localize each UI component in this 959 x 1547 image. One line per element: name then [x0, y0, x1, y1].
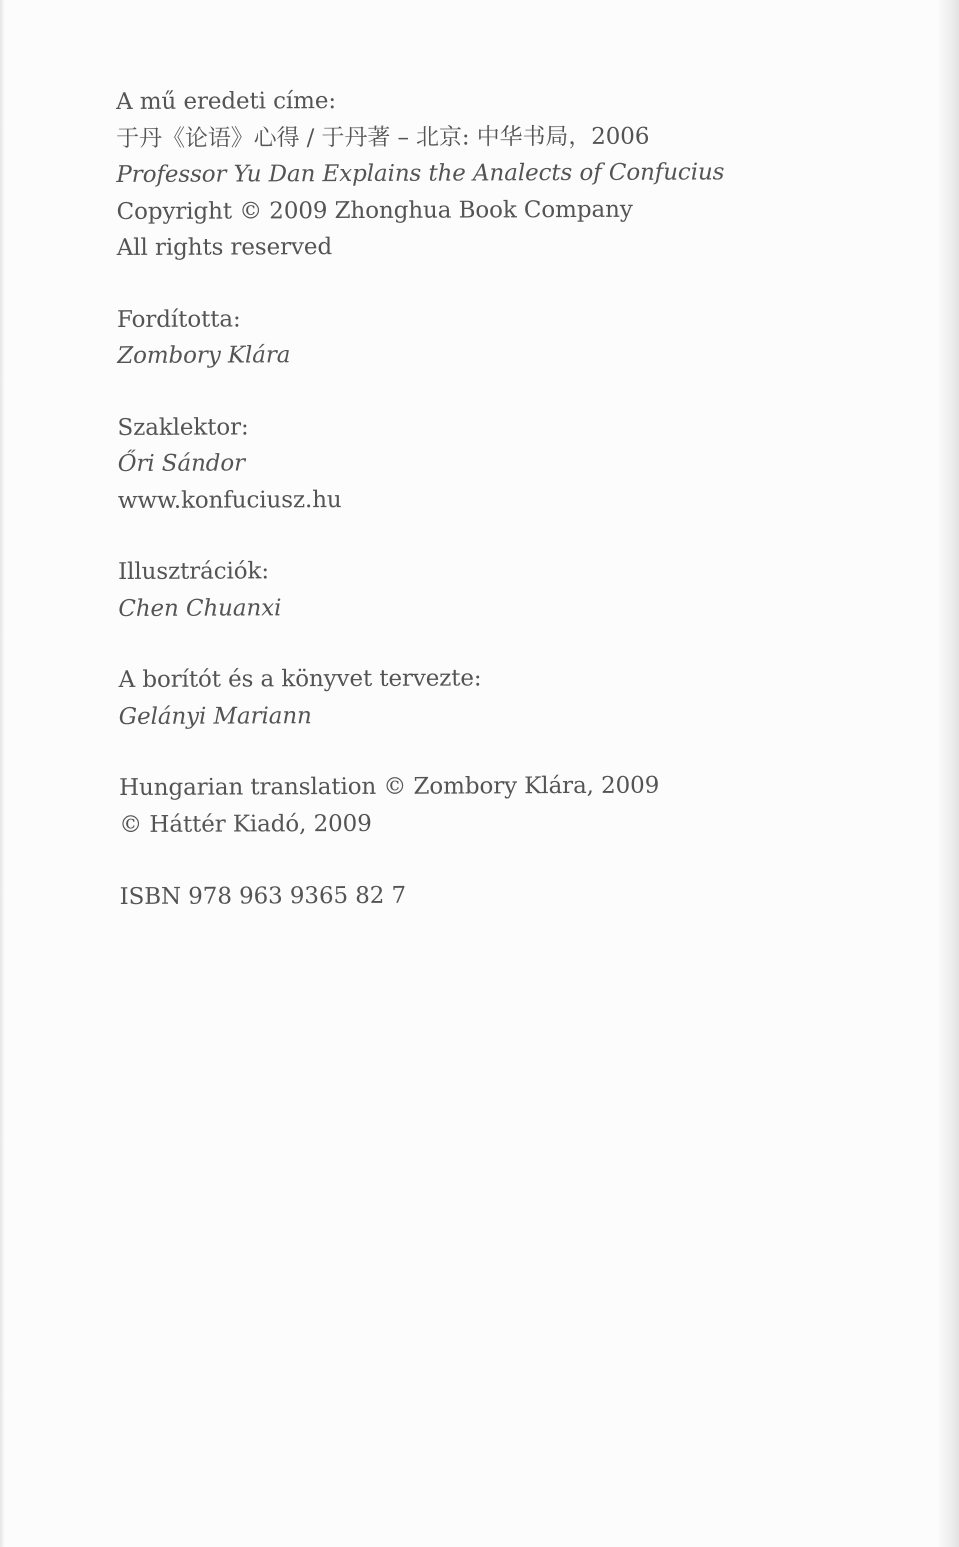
publisher-copyright: © Háttér Kiadó, 2009 — [119, 810, 372, 838]
original-title-label: A mű eredeti címe: — [116, 88, 337, 115]
original-copyright: Copyright © 2009 Zhonghua Book Company — [116, 196, 633, 225]
illustrations-section — [118, 551, 838, 627]
spacer — [119, 732, 839, 770]
illustrations-label: Illusztrációk: — [118, 558, 270, 585]
design-label: A borítót és a könyvet tervezte: — [118, 665, 482, 693]
copyrights-section — [119, 767, 839, 843]
page-right-edge-shadow — [937, 0, 959, 1547]
translation-copyright: Hungarian translation © Zombory Klára, 2009 — [119, 772, 660, 801]
editor-section — [117, 406, 837, 519]
chinese-citation: 于丹《论语》心得 / 于丹著 – 北京: 中华书局，2006 — [116, 123, 650, 152]
isbn: ISBN 978 963 9365 82 7 — [119, 882, 407, 910]
design-section — [119, 659, 839, 735]
designer-name: Gelányi Mariann — [118, 702, 312, 730]
spacer — [117, 263, 837, 301]
editor-name: Őri Sándor — [117, 450, 246, 477]
spacer — [118, 624, 838, 662]
spacer — [119, 840, 839, 879]
spacer — [118, 516, 838, 554]
editor-label: Szaklektor: — [117, 413, 249, 441]
translator-label: Fordította: — [116, 305, 241, 333]
english-title: Professor Yu Dan Explains the Analects of Confucius — [116, 159, 725, 188]
page-left-edge-shadow — [0, 0, 5, 1547]
translator-section — [117, 298, 837, 374]
rights-reserved: All rights reserved — [116, 234, 333, 261]
website-link[interactable]: www.konfuciusz.hu — [117, 486, 342, 514]
imprint-block — [116, 81, 840, 916]
translator-name: Zombory Klára — [117, 342, 291, 369]
spacer — [117, 371, 837, 409]
original-title-section — [116, 81, 837, 267]
illustrator-name: Chen Chuanxi — [118, 594, 282, 622]
